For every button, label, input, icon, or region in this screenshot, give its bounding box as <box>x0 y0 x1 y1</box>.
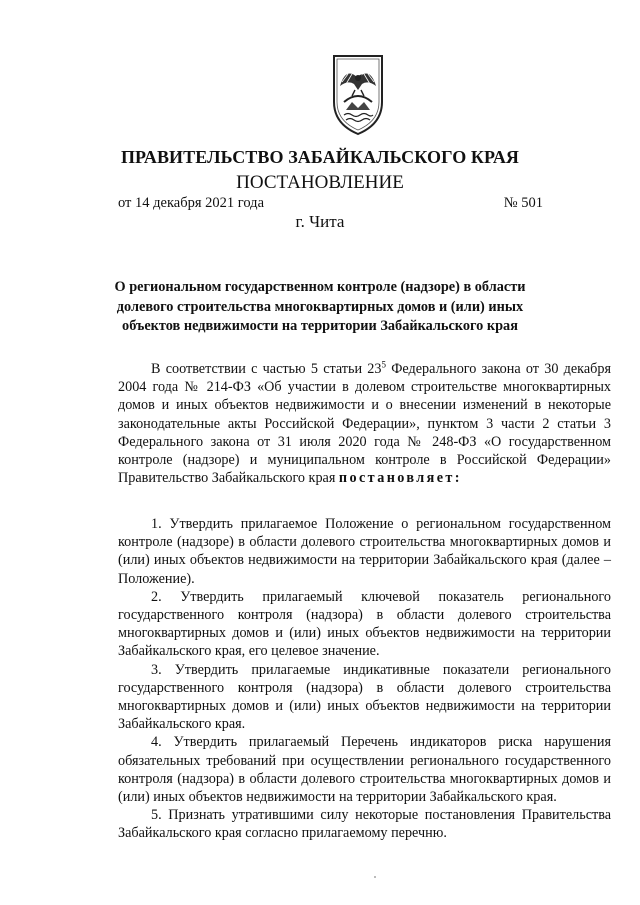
coat-of-arms-emblem <box>328 52 388 136</box>
decree-items <box>118 515 611 843</box>
document-date: от 14 декабря 2021 года <box>118 195 264 211</box>
decrees-word: постановляет: <box>338 470 462 487</box>
article-superscript: 5 <box>381 359 386 370</box>
decree-item-3: 3. Утвердить прилагаемые индикативные показатели регионального государственного контроля (надзора) в области долевого строительства многоквартирных домов и (или) иных объектов недвижимости на территории Забайкальского края. <box>118 661 611 733</box>
scan-speck <box>374 876 376 878</box>
decree-item-1: 1. Утвердить прилагаемое Положение о региональном государственном контроле (надзоре) в области долевого строительства многоквартирных домов и (или) иных объектов недвижимости на территории Забайкальского края (далее – Положение). <box>118 516 611 587</box>
organization-name: ПРАВИТЕЛЬСТВО ЗАБАЙКАЛЬСКОГО КРАЯ <box>120 147 520 167</box>
document-type: ПОСТАНОВЛЕНИЕ <box>236 172 404 193</box>
document-city: г. Чита <box>295 212 345 231</box>
preamble-part1: В соответствии с частью 5 статьи 23 <box>151 361 382 377</box>
preamble-paragraph <box>118 360 611 487</box>
decree-item-2: 2. Утвердить прилагаемый ключевой показатель регионального государственного контроля (надзора) в области долевого строительства многоквартирных домов и (или) иных объектов недвижимости на территории Забайкальского края, его целевое значение. <box>118 588 611 660</box>
document-number: № 501 <box>503 195 543 211</box>
decree-item-4: 4. Утвердить прилагаемый Перечень индикаторов риска нарушения обязательных требований при осуществлении регионального государственного контроля (надзора) в области долевого строительства многоквартирных домов и (или) иных объектов недвижимости на территории Забайкальского края. <box>118 734 611 806</box>
decree-item-5: 5. Признать утратившими силу некоторые постановления Правительства Забайкальского края согласно прилагаемому перечню. <box>118 807 611 842</box>
document-title: О региональном государственном контроле (надзоре) в области долевого строительства многоквартирных домов и (или) иных объектов недвижимости на территории Забайкальского края <box>114 279 526 334</box>
preamble-part2: Федерального закона от 30 декабря 2004 года № 214-ФЗ «Об участии в долевом строительстве многоквартирных домов и иных объектов недвижимости и о внесении изменений в некоторые законодательные акты Российской Федерации», пунктом 3 части 2 статьи 3 Федерального закона от 31 июля 2020 года № 248-ФЗ «О государственном контроле (надзоре) и муниципальном контроле в Российской Федерации» Правительство Забайкальского края <box>118 361 611 487</box>
